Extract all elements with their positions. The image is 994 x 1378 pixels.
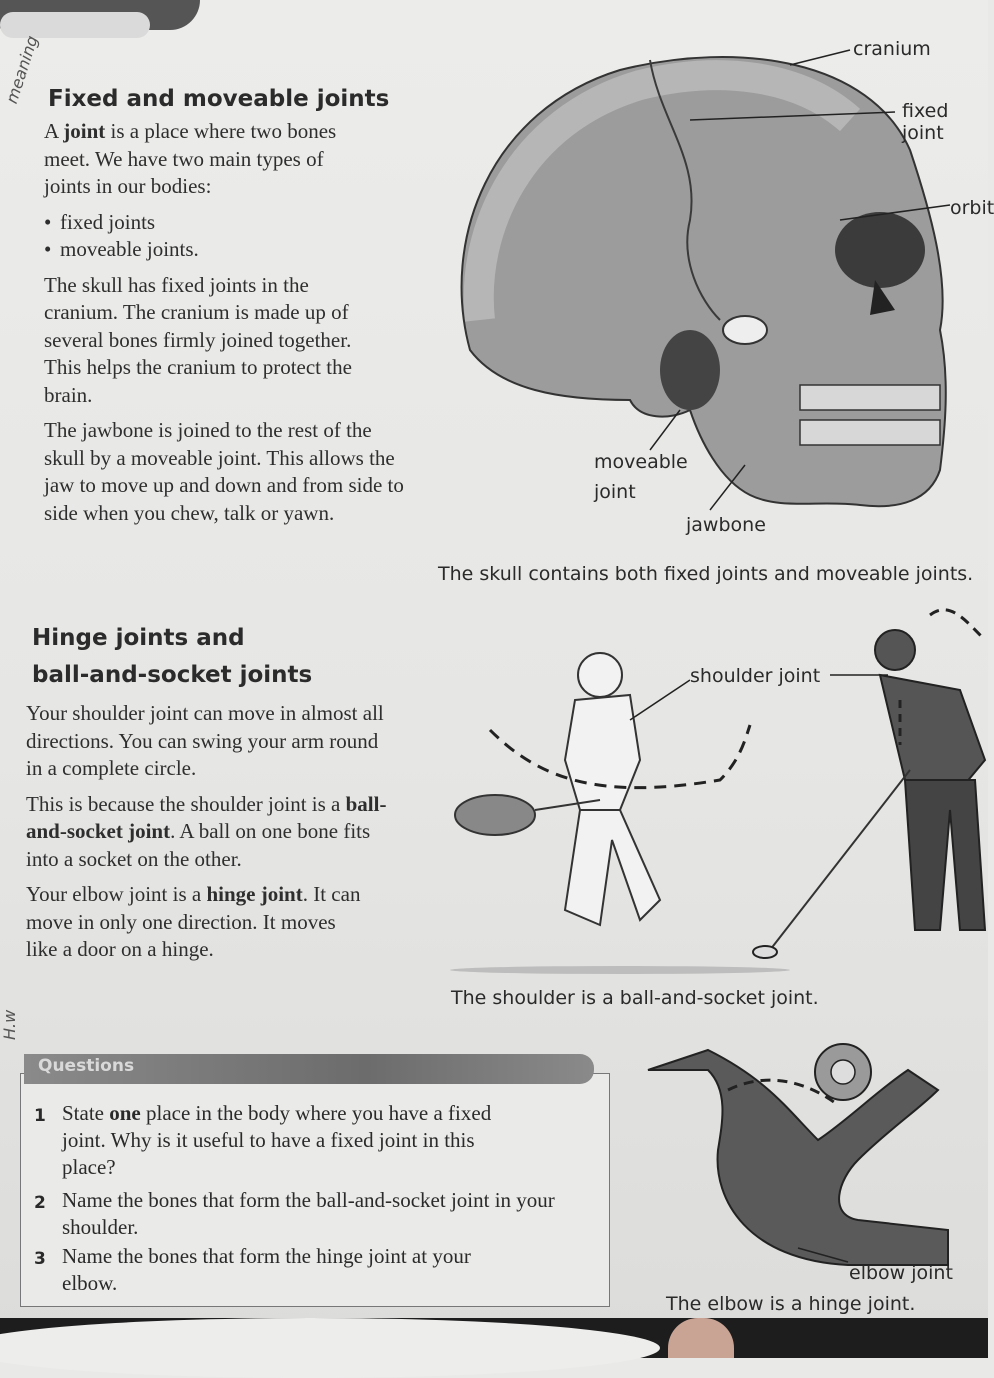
label-moveable: moveable [594,451,688,473]
section1-para2: The skull has fixed joints in the cranium. The cranium is made up of several bones firmly joined together. This helps the cranium to protect the brain. [44,272,352,407]
section1-intro: A joint is a place where two bones meet. We have two main types of joints in our bodies: [44,119,337,198]
page-curl [0,1318,660,1378]
handwritten-note-meaning: meaning [2,33,42,106]
list-item: • fixed joints [44,209,374,237]
section2-para2: This is because the shoulder joint is a ball-and-socket joint. A ball on one bone fits into a socket on the other. [26,791,387,871]
section-title-hinge-line2: ball-and-socket joints [32,662,313,688]
question-1 [34,1100,594,1181]
question-number: 2 [34,1193,46,1213]
label-cranium: cranium [853,38,931,60]
label-orbit: orbit [950,197,994,219]
questions-title: Questions [38,1056,135,1076]
label-jawbone: jawbone [686,514,766,536]
skull-illustration [0,0,994,570]
question-number: 3 [34,1249,46,1269]
shoulder-caption: The shoulder is a ball-and-socket joint. [451,987,819,1009]
tennis-golf-illustration [0,580,988,1000]
question-2 [34,1187,594,1241]
question-number: 1 [34,1106,46,1126]
label-shoulder-joint: shoulder joint [690,665,821,687]
label-elbow-joint: elbow joint [849,1262,953,1284]
section-title-fixed-moveable: Fixed and moveable joints [48,86,390,112]
list-item: • moveable joints. [44,236,374,264]
section-title-hinge-line1: Hinge joints and [32,625,245,651]
elbow-caption: The elbow is a hinge joint. [666,1293,916,1315]
handwritten-note-hw: H.w [0,1009,19,1040]
section1-para3: The jawbone is joined to the rest of the skull by a moveable joint. This allows the jaw to move up and down and from side to side when you chew, talk or yawn. [44,418,404,525]
section2-para3: Your elbow joint is a hinge joint. It can move in only one direction. It moves like a door on a hinge. [26,882,361,961]
label-fixed-joint: fixed joint [902,100,949,144]
section2-para1: Your shoulder joint can move in almost all directions. You can swing your arm round in a complete circle. [26,701,384,780]
question-text: Name the bones that form the hinge joint at your elbow. [62,1244,471,1295]
question-text: State one place in the body where you have a fixed joint. Why is it useful to have a fixed joint in this place? [62,1101,492,1179]
label-joint: joint [594,481,636,503]
question-text: Name the bones that form the ball-and-socket joint in your shoulder. [62,1188,555,1239]
question-3 [34,1243,594,1297]
tennis-player [455,653,660,925]
skull-caption: The skull contains both fixed joints and moveable joints. [438,563,974,585]
